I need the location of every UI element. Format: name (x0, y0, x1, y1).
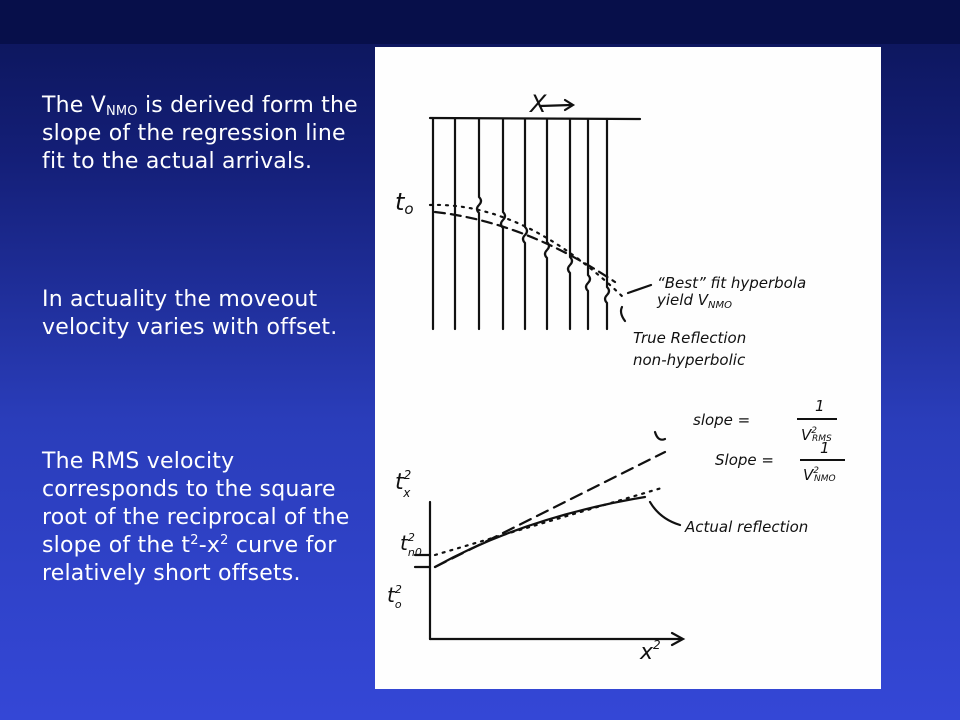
true-reflection-label-1: True Reflection (633, 329, 747, 347)
best-fit-sub: NMO (708, 300, 732, 311)
title-bar (0, 0, 960, 44)
slope-rms-den-sub: RMS (812, 434, 832, 444)
trace-line (605, 119, 609, 329)
t0-bottom-sub: o (394, 598, 402, 611)
slope-nmo-den-sup: 2 (813, 466, 819, 476)
true-reflection-label-2: non-hyperbolic (633, 351, 746, 369)
figure-panel (375, 47, 881, 689)
trace-line (477, 119, 481, 329)
p3-sup-1: 2 (190, 533, 199, 548)
best-fit-label-2 (656, 291, 732, 311)
slope-rms-num: 1 (815, 397, 825, 415)
y-axis-sub: x (403, 486, 411, 500)
paragraph-moveout: In actuality the moveout velocity varies with offset. (42, 287, 338, 340)
t0-bottom-label (387, 583, 402, 611)
actual-reflection-label: Actual reflection (685, 518, 809, 536)
t0nmo-label (400, 531, 422, 559)
t0nmo-text: t (400, 531, 408, 555)
nmo-slope-line (435, 487, 665, 555)
rms-pointer (655, 432, 665, 440)
t0-label (395, 188, 414, 218)
slope-nmo-den (803, 466, 836, 484)
x-axis-bottom-sup: 2 (653, 638, 661, 652)
p3-sup-2: 2 (220, 533, 229, 548)
top-horizontal-line (430, 118, 640, 119)
trace-line (523, 119, 527, 329)
p3-text-c: curve for relatively short offsets. (42, 533, 337, 586)
p1-text-b: is derived form the slope of the regression line fit to the actual arrivals. (42, 93, 358, 174)
x-axis-bottom-text: x (640, 640, 654, 665)
t0-bottom-sup: 2 (394, 583, 402, 596)
y-axis-sup: 2 (403, 468, 412, 482)
slope-nmo-num: 1 (820, 439, 830, 457)
t0-bottom-text: t (387, 583, 395, 607)
p3-text-a: The RMS velocity corresponds to the square root of the reciprocal of the slope of the t (42, 449, 350, 558)
y-axis-label (395, 468, 411, 500)
p3-text-b: -x (198, 533, 221, 558)
paragraph-rms (42, 448, 362, 588)
x-axis-label: X (530, 90, 547, 118)
t0nmo-sub: n0 (407, 546, 422, 559)
actual-reflection-curve (435, 497, 645, 567)
t0-text: t (395, 188, 405, 216)
trace-line (586, 119, 590, 329)
actual-pointer (650, 502, 680, 525)
y-axis-text: t (395, 470, 404, 495)
slope-nmo-den-sub: NMO (814, 474, 836, 484)
t0nmo-sup: 2 (407, 531, 415, 544)
best-fit-label-1: “Best” fit hyperbola (657, 274, 807, 292)
best-fit-hyperbola-dotted (430, 205, 625, 299)
slope-nmo-den-text: V (803, 466, 814, 484)
slope-rms-den-sup: 2 (811, 426, 817, 436)
x-axis-bottom-label (639, 638, 661, 665)
slope-rms-den-text: V (801, 426, 812, 444)
paragraph-vnmo (42, 92, 362, 176)
trace-line (501, 119, 505, 329)
true-reflection-pointer (621, 307, 625, 321)
best-fit-pointer (628, 285, 651, 293)
p1-text-a: The V (42, 93, 106, 118)
figure-svg (375, 47, 881, 689)
slope-nmo-label: Slope = (715, 451, 774, 469)
trace-line (568, 119, 572, 329)
trace-line (545, 119, 549, 329)
slope-rms-label: slope = (693, 411, 751, 429)
t0-sub: o (404, 200, 414, 218)
p1-subscript: NMO (105, 104, 138, 119)
best-fit-text: yield V (657, 291, 708, 309)
